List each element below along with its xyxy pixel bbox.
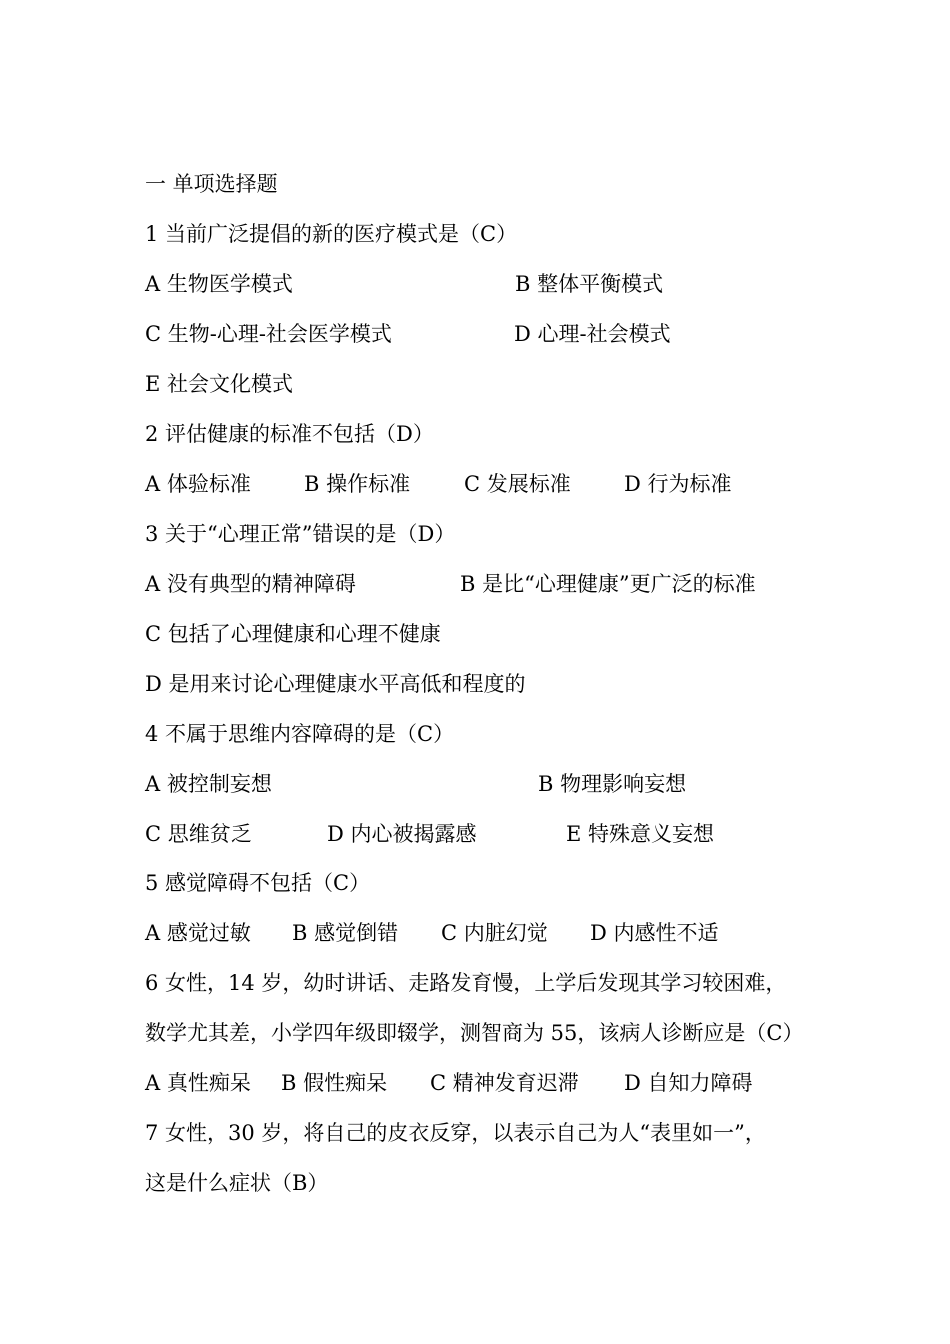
question-1-options-row-2	[145, 316, 845, 352]
question-6-stem-line-1: 6 女性，14 岁，幼时讲话、走路发育慢，上学后发现其学习较困难，	[145, 971, 787, 995]
question-2-stem: 2 评估健康的标准不包括（D）	[145, 422, 434, 446]
question-2-option-b: B 操作标准	[304, 472, 411, 496]
question-6-options	[145, 1065, 845, 1101]
question-1-stem: 1 当前广泛提倡的新的医疗模式是（C）	[145, 222, 518, 246]
question-3-option-d: D 是用来讨论心理健康水平高低和程度的	[145, 672, 526, 696]
question-7-stem-line-2: 这是什么症状（B）	[145, 1171, 329, 1195]
question-2-option-a: A 体验标准	[145, 472, 251, 496]
question-4-stem: 4 不属于思维内容障碍的是（C）	[145, 722, 455, 746]
question-5-option-b: B 感觉倒错	[292, 921, 399, 945]
question-4-options-row-2	[145, 816, 845, 852]
question-4-option-e: E 特殊意义妄想	[566, 822, 715, 846]
question-3-stem: 3 关于“心理正常”错误的是（D）	[145, 522, 456, 546]
question-5-option-d: D 内感性不适	[590, 921, 719, 945]
question-6-stem-line-2: 数学尤其差，小学四年级即辍学，测智商为 55，该病人诊断应是（C）	[145, 1021, 804, 1045]
question-5-option-c: C 内脏幻觉	[441, 921, 548, 945]
question-1-option-b: B 整体平衡模式	[515, 272, 664, 296]
question-4-option-d: D 内心被揭露感	[327, 822, 477, 846]
question-6-option-d: D 自知力障碍	[624, 1071, 753, 1095]
question-6-option-a: A 真性痴呆	[145, 1071, 251, 1095]
question-1-options-row-1	[145, 266, 845, 302]
question-2-option-d: D 行为标准	[624, 472, 732, 496]
question-7-stem-line-1: 7 女性，30 岁，将自己的皮衣反穿，以表示自己为人“表里如一”，	[145, 1121, 766, 1145]
question-1-option-e: E 社会文化模式	[145, 372, 294, 396]
question-2-options	[145, 466, 845, 502]
question-5-option-a: A 感觉过敏	[145, 921, 251, 945]
question-6-option-c: C 精神发育迟滞	[430, 1071, 579, 1095]
question-2-option-c: C 发展标准	[464, 472, 571, 496]
question-1-option-c: C 生物-心理-社会医学模式	[145, 322, 392, 346]
question-3-option-b: B 是比“心理健康”更广泛的标准	[460, 572, 756, 596]
question-4-options-row-1	[145, 766, 845, 802]
question-1-option-d: D 心理-社会模式	[514, 322, 671, 346]
question-5-options	[145, 915, 845, 951]
question-6-option-b: B 假性痴呆	[281, 1071, 388, 1095]
question-4-option-a: A 被控制妄想	[145, 772, 272, 796]
question-1-option-a: A 生物医学模式	[145, 272, 293, 296]
section-title: 一 单项选择题	[145, 172, 278, 196]
question-3-option-c: C 包括了心理健康和心理不健康	[145, 622, 441, 646]
question-3-option-a: A 没有典型的精神障碍	[145, 572, 356, 596]
question-4-option-c: C 思维贫乏	[145, 822, 252, 846]
question-5-stem: 5 感觉障碍不包括（C）	[145, 871, 371, 895]
question-4-option-b: B 物理影响妄想	[538, 772, 687, 796]
question-3-options-row-1	[145, 566, 845, 602]
